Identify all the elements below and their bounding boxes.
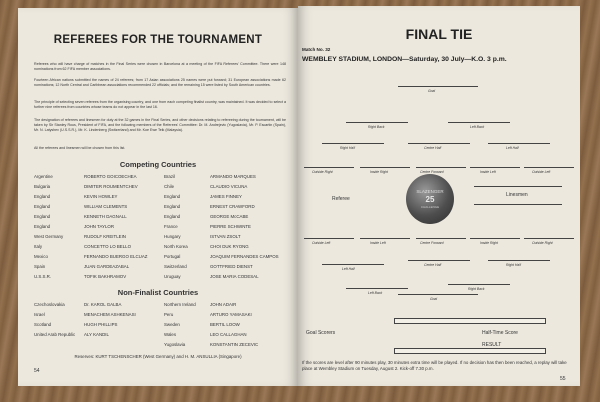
position-inside-right-bottom: Inside Right — [480, 241, 498, 245]
referee-row — [34, 194, 286, 202]
referee-name-cell: RUDOLF KREITLEIN — [84, 234, 126, 239]
inside-right-line-top — [360, 167, 410, 168]
referee-name-cell: JOAQUIM FERNANDES CAMPOS — [210, 254, 279, 259]
goal-line-bottom — [398, 294, 478, 295]
referee-name-cell: JOSE MARIA CODESAL — [210, 274, 259, 279]
selection-paragraph: The principle of selecting seven referees from the organising country, and one from each competing finalist country, was maintained. It was decided to select a further nine referees from countries whose teams do not appear in the last 16. — [34, 100, 286, 109]
referee-name-cell: JUAN GARDEAZABAL — [84, 264, 130, 269]
referee-row — [34, 302, 286, 310]
centre-half-line-bottom — [408, 260, 470, 261]
referee-name-cell: KONSTANTIN ZECEVIC — [210, 342, 259, 347]
non-finalist-heading: Non-Finalist Countries — [117, 288, 199, 297]
referee-name-cell: CONCETTO LO BELLO — [84, 244, 132, 249]
competing-heading: Competing Countries — [119, 160, 197, 169]
position-goal-top: Goal — [428, 89, 436, 93]
position-centre-half-bottom: Centre Half — [424, 263, 442, 267]
referee-name-cell: BERTIL LOOW — [210, 322, 240, 327]
outside-left-line-bottom — [304, 238, 354, 239]
position-outside-left-bottom: Outside Left — [312, 241, 331, 245]
referee-name-cell: Dr. KAROL GALBA — [84, 302, 122, 307]
position-left-half-top: Left Half — [506, 146, 519, 150]
left-page — [18, 8, 298, 386]
football-image — [406, 174, 454, 224]
final-tie-title: FINAL TIE — [405, 26, 473, 42]
position-centre-half-top: Centre Half — [424, 146, 442, 150]
intro-paragraph: Referees who will have charge of matches in the Final Series were chosen in Barcelona at a meeting of the FIFA Referees' Committee. There were 148 nominations from 62 FIFA member associations. — [34, 62, 286, 71]
right-half-line-top — [322, 143, 384, 144]
committee-paragraph: The designation of referees and linesmen for duty at the 32 games in the Final Series, and other decisions relating to refereeing during the tournament, will be taken by Sir Stanley Rous, President of FIFA, and the following members of the Referees' Committee: Dr. M. Andrejevic (Yugoslavia), Mr. P. Escartin (Spain), Mr. N. Latyshev (U.S.S.R.), Mr. K. Lindenberg (Switzerland) and Mr. Koe Ewe Teik (Malaysia). — [34, 118, 286, 132]
country-cell: England — [164, 214, 181, 219]
referee-name-cell: ALY KANDIL — [84, 332, 109, 337]
position-outside-right-top: Outside Right — [312, 170, 333, 174]
ball-number: 25 — [425, 195, 435, 204]
position-inside-right-top: Inside Right — [370, 170, 388, 174]
referee-name-cell: FERNANDO BUERGO ELCUAZ — [84, 254, 148, 259]
country-cell: Chile — [164, 184, 175, 189]
centre-forward-line-top — [416, 167, 466, 168]
referee-name-cell: DIMITER ROUMENTCHEV — [84, 184, 138, 189]
referee-row — [34, 214, 286, 222]
referee-row — [34, 274, 286, 282]
linesmen-label: Linesmen — [506, 192, 528, 198]
referee-row — [34, 224, 286, 232]
country-cell: Italy — [34, 244, 43, 249]
referee-row — [34, 342, 286, 350]
referee-name-cell: CLAUDIO VICUNA — [210, 184, 248, 189]
country-cell: United Arab Republic — [34, 332, 76, 337]
country-cell: North Korea — [164, 244, 188, 249]
referee-name-cell: KENNETH DAGNALL — [84, 214, 127, 219]
left-half-line-top — [488, 143, 550, 144]
country-cell: Northern Ireland — [164, 302, 196, 307]
position-left-back-bottom: Left Back — [368, 291, 383, 295]
referee-name-cell: JAMES FINNEY — [210, 194, 242, 199]
page-number-right: 55 — [560, 376, 566, 382]
position-outside-right-bottom: Outside Right — [532, 241, 553, 245]
right-page — [298, 6, 580, 386]
referee-name-cell: LEO CALLAGHAN — [210, 332, 247, 337]
left-back-line-bottom — [346, 288, 408, 289]
centre-half-line-top — [408, 143, 470, 144]
referee-row — [34, 234, 286, 242]
country-cell: England — [34, 214, 51, 219]
footnote: If the scores are level after 90 minutes play, 30 minutes extra time will be played. If no decision has then been reached, a replay will take place at Wembley Stadium on Tuesday, August 2. Kick-off 7.30 p.m. — [302, 360, 567, 371]
country-cell: England — [164, 194, 181, 199]
venue-line: WEMBLEY STADIUM, LONDON—Saturday, 30 July—K.O. 3 p.m. — [302, 56, 507, 63]
reserves-line: Reserves: KURT TSCHENSCHER (West Germany) and H. M. ANSULLIA (Singapore) — [74, 354, 242, 359]
right-half-line-bottom — [488, 260, 550, 261]
closing-paragraph: All the referees and linesmen will be chosen from this list. — [34, 146, 126, 150]
referee-name-cell: CHOI DUK RYONG — [210, 244, 249, 249]
country-cell: Mexico — [34, 254, 48, 259]
country-cell: Portugal — [164, 254, 181, 259]
country-cell: Israel — [34, 312, 45, 317]
position-outside-left-top: Outside Left — [532, 170, 551, 174]
position-centre-forward-top: Centre Forward — [420, 170, 444, 174]
country-cell: Argentine — [34, 174, 53, 179]
right-back-line-bottom — [448, 284, 510, 285]
referee-row — [34, 264, 286, 272]
position-inside-left-top: Inside Left — [480, 170, 496, 174]
referee-name-cell: ERNEST CRAWFORD — [210, 204, 255, 209]
country-cell: Scotland — [34, 322, 52, 327]
right-back-line-top — [346, 122, 408, 123]
position-right-back-bottom: Right Back — [468, 287, 485, 291]
referee-name-cell: ARMANDO MARQUES — [210, 174, 256, 179]
goal-scorers-box-bottom — [394, 348, 546, 354]
country-cell: England — [34, 194, 51, 199]
referee-name-cell: HUGH PHILLIPS — [84, 322, 118, 327]
left-half-line-bottom — [322, 264, 384, 265]
referee-name-cell: KEVIN HOWLEY — [84, 194, 118, 199]
country-cell: Peru — [164, 312, 174, 317]
outside-left-line-top — [524, 167, 574, 168]
inside-left-line-top — [470, 167, 520, 168]
country-cell: England — [34, 224, 51, 229]
position-left-half-bottom: Left Half — [342, 267, 355, 271]
referee-name-cell: JOHN TAYLOR — [84, 224, 115, 229]
referee-name-cell: TOFIK BAKHRAMOV — [84, 274, 127, 279]
inside-right-line-bottom — [470, 238, 520, 239]
referee-name-cell: GEORGE McCABE — [210, 214, 249, 219]
nominations-paragraph: Fourteen African nations submitted the names of 24 referees; from 17 Asian associations 25 names were put forward; 31 European associations made 62 nominations; 12 North Central and Caribbean associations recommended 22 officials; and the remaining 15 were listed by South American countries. — [34, 78, 286, 87]
country-cell: Uruguay — [164, 274, 181, 279]
outside-right-line-top — [304, 167, 354, 168]
referee-name-cell: PIERRE SCHWINTE — [210, 224, 251, 229]
linesman-line-2 — [474, 204, 562, 205]
position-left-back-top: Left Back — [470, 125, 485, 129]
country-cell: Spain — [34, 264, 46, 269]
position-inside-left-bottom: Inside Left — [370, 241, 386, 245]
referee-name-cell: ISTVAN ZSOLT — [210, 234, 241, 239]
result-label: RESULT — [482, 342, 502, 348]
outside-right-line-bottom — [524, 238, 574, 239]
referee-name-cell: MENACHEM ASHKENASI — [84, 312, 136, 317]
country-cell: Hungary — [164, 234, 181, 239]
referee-row — [34, 184, 286, 192]
country-cell: Czechoslovakia — [34, 302, 65, 307]
referee-row — [34, 322, 286, 330]
country-cell: England — [164, 204, 181, 209]
page-number-left: 54 — [34, 368, 40, 374]
country-cell: Brazil — [164, 174, 175, 179]
referee-name-cell: WILLIAM CLEMENTS — [84, 204, 128, 209]
goal-scorers-box-top — [394, 318, 546, 324]
country-cell: Switzerland — [164, 264, 187, 269]
position-centre-forward-bottom: Centre Forward — [420, 241, 444, 245]
country-cell: Wales — [164, 332, 177, 337]
half-time-label: Half-Time Score — [482, 330, 518, 336]
referee-row — [34, 204, 286, 212]
position-goal-bottom: Goal — [430, 297, 438, 301]
goal-scorers-label: Goal Scorers — [306, 330, 336, 336]
referee-row — [34, 174, 286, 182]
country-cell: Yugoslavia — [164, 342, 186, 347]
position-right-half-top: Right Half — [340, 146, 355, 150]
page-title: REFEREES FOR THE TOURNAMENT — [53, 34, 263, 46]
match-number: Match No. 32 — [302, 47, 331, 52]
ball-text: CHALLENGE — [420, 205, 440, 209]
position-right-back-top: Right Back — [368, 125, 385, 129]
referee-name-cell: JOHN ADAIR — [210, 302, 237, 307]
referee-row — [34, 332, 286, 340]
country-cell: U.S.S.R. — [34, 274, 52, 279]
inside-left-line-bottom — [360, 238, 410, 239]
country-cell: England — [34, 204, 51, 209]
left-back-line-top — [448, 122, 510, 123]
country-cell: West Germany — [34, 234, 64, 239]
position-right-half-bottom: Right Half — [506, 263, 521, 267]
referee-row — [34, 312, 286, 320]
country-cell: Sweden — [164, 322, 180, 327]
country-cell: Bulgaria — [34, 184, 51, 189]
ball-brand: SLAZENGER — [416, 189, 444, 194]
referee-row — [34, 244, 286, 252]
referee-label: Referee — [332, 196, 350, 202]
linesman-line-1 — [474, 186, 562, 187]
referee-name-cell: GOTTFRIED DIENST — [210, 264, 253, 269]
referee-row — [34, 254, 286, 262]
centre-forward-line-bottom — [416, 238, 466, 239]
country-cell: France — [164, 224, 178, 229]
referee-name-cell: ROBERTO GOICOECHEA — [84, 174, 137, 179]
goal-line-top — [398, 86, 478, 87]
referee-name-cell: ARTURO YAMASAKI — [210, 312, 252, 317]
